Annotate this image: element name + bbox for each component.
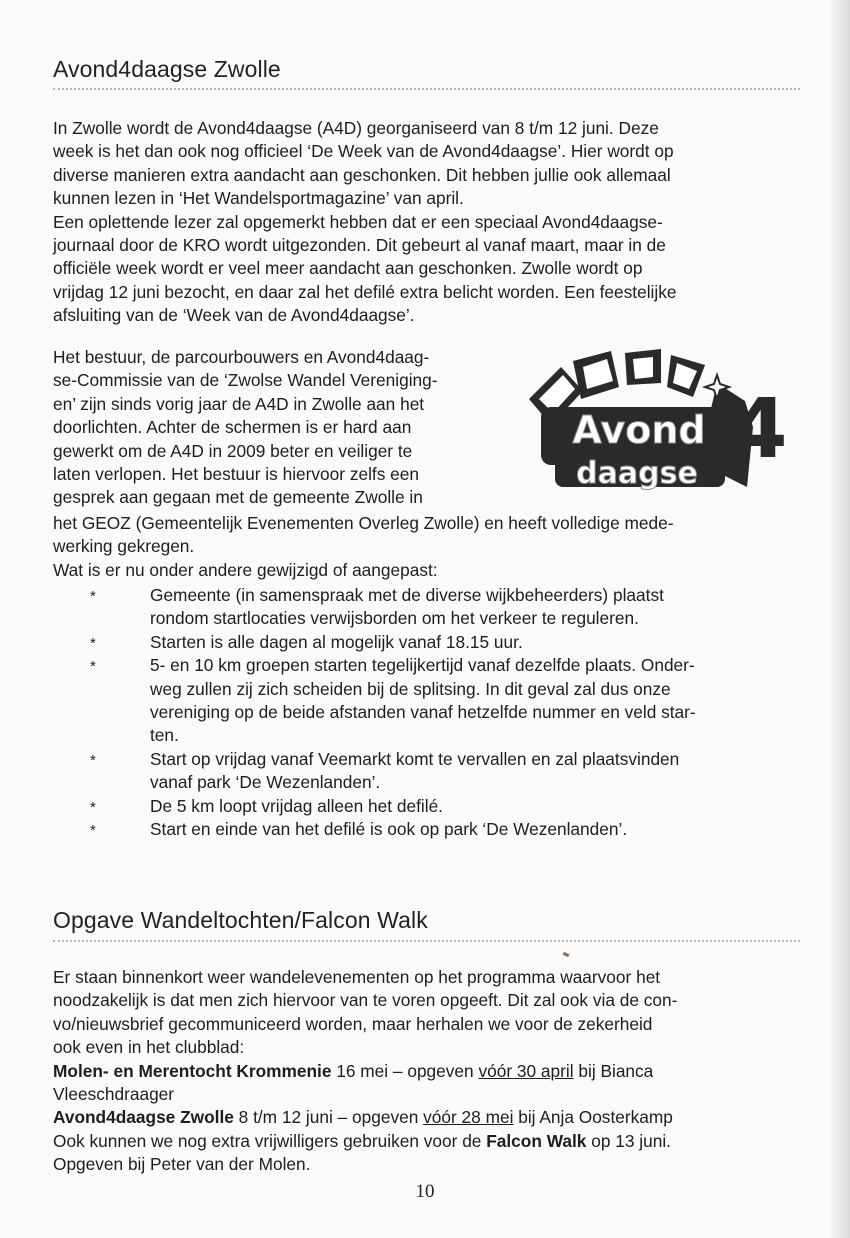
changes-list [53,584,813,841]
volunteer-text: Ook kunnen we nog extra vrijwilligers gebruiken voor de [53,1130,487,1151]
falcon-walk-name: Falcon Walk [486,1130,587,1151]
volunteer-date: op 13 juni. [586,1130,671,1151]
avond4daagse-logo [521,347,788,497]
text-line: week is het dan ook nog officieel ‘De Week van de Avond4daagse’. Hier wordt op [53,141,674,162]
asterisk-bullet-icon: * [90,658,96,676]
event-name: Avond4daagse Zwolle [53,1107,234,1128]
event-line-avond4daagse [53,1106,793,1129]
scan-speck [563,952,570,957]
text-line: De 5 km loopt vrijdag alleen het defilé. [150,795,443,816]
event-date: 8 t/m 12 juni – opgeven [233,1107,424,1128]
text-line: vanaf park ‘De Wezenlanden’. [150,772,381,793]
svg-text:daagse: daagse [576,456,698,491]
svg-text:4: 4 [730,382,788,477]
bestuur-paragraph-continued [53,512,798,582]
event-deadline: vóór 28 mei [423,1107,514,1128]
text-line: gesprek aan gegaan met de gemeente Zwolle in [53,487,423,508]
text-line: werking gekregen. [53,536,195,557]
text-line: vo/nieuwsbrief gecommuniceerd worden, maar herhalen we voor de zekerheid [53,1013,653,1034]
list-item [53,818,813,841]
heading-divider [53,940,800,942]
asterisk-bullet-icon: * [90,798,96,816]
text-line: gewerkt om de A4D in 2009 beter en veiliger te [53,440,413,461]
list-item [53,631,813,654]
text-line: afsluiting van de ‘Week van de Avond4daagse’. [53,305,415,326]
text-line: Het bestuur, de parcourbouwers en Avond4daag- [53,347,430,367]
asterisk-bullet-icon: * [90,822,96,840]
text-line: het GEOZ (Gemeentelijk Evenementen Overleg Zwolle) en heeft volledige mede- [53,513,674,533]
text-line: en’ zijn sinds vorig jaar de A4D in Zwolle aan het [53,393,425,414]
volunteer-line [53,1130,793,1153]
event-name: Molen- en Merentocht Krommenie [53,1060,332,1081]
text-line: journaal door de KRO wordt uitgezonden. Dit gebeurt al vanaf maart, maar in de [53,235,666,256]
text-line: Starten is alle dagen al mogelijk vanaf 18.15 uur. [150,631,523,652]
text-line: ten. [150,725,179,746]
bestuur-paragraph [53,346,515,510]
text-line: weg zullen zij zich scheiden bij de splitsing. In dit geval zal dus onze [150,678,671,699]
text-line: rondom startlocaties verwijsborden om het verkeer te reguleren. [150,608,639,629]
text-line: vereniging op de beide afstanden vanaf hetzelfde nummer en veld star- [150,702,696,723]
opgave-paragraph [53,966,793,1177]
signup-line: Opgeven bij Peter van der Molen. [53,1154,311,1175]
asterisk-bullet-icon: * [90,751,96,769]
list-item [53,654,813,748]
text-line: kunnen lezen in ‘Het Wandelsportmagazine’ van april. [53,188,464,209]
event-deadline: vóór 30 april [478,1060,574,1081]
asterisk-bullet-icon: * [90,588,96,605]
text-line: Gemeente (in samenspraak met de diverse wijkbeheerders) plaatst [150,585,664,605]
text-line: Wat is er nu onder andere gewijzigd of aangepast: [53,559,438,580]
page-binding-shadow [828,0,850,1238]
text-line: Er staan binnenkort weer wandelevenementen op het programma waarvoor het [53,967,661,987]
text-line: se-Commissie van de ‘Zwolse Wandel Vereniging- [53,370,438,391]
text-line: laten verlopen. Het bestuur is hiervoor zelfs een [53,464,419,485]
text-line: diverse manieren extra aandacht aan geschonken. Dit hebben jullie ook allemaal [53,164,671,185]
svg-text:Avond: Avond [572,408,706,452]
intro-paragraph [53,117,798,328]
event-date: 16 mei – opgeven [331,1060,479,1081]
text-line: Start op vrijdag vanaf Veemarkt komt te vervallen en zal plaatsvinden [150,748,680,769]
text-line: doorlichten. Achter de schermen is er hard aan [53,417,412,438]
list-item [53,748,813,795]
event-contact: bij Anja Oosterkamp [513,1107,673,1128]
text-line: vrijdag 12 juni bezocht, en daar zal het defilé extra belicht worden. Een feestelijke [53,281,677,302]
section-heading-opgave: Opgave Wandeltochten/Falcon Walk [53,907,428,933]
event-contact: bij Bianca [573,1060,654,1081]
text-line: Start en einde van het defilé is ook op park ‘De Wezenlanden’. [150,819,628,840]
event-line-molen [53,1060,793,1083]
section-heading-avond4daagse: Avond4daagse Zwolle [53,56,281,82]
heading-divider [53,88,800,90]
asterisk-bullet-icon: * [90,634,96,652]
text-line: officiële week wordt er veel meer aandacht aan geschonken. Zwolle wordt op [53,258,643,279]
text-line: noodzakelijk is dat men zich hiervoor van te voren opgeeft. Dit zal ook via de con- [53,990,678,1011]
text-line: Een oplettende lezer zal opgemerkt hebben dat er een speciaal Avond4daagse- [53,211,663,232]
page-number: 10 [415,1181,435,1202]
text-line: In Zwolle wordt de Avond4daagse (A4D) georganiseerd van 8 t/m 12 juni. Deze [53,118,659,138]
list-item [53,584,813,631]
text-line: ook even in het clubblad: [53,1037,245,1058]
event-contact-continued: Vleeschdraager [53,1084,175,1105]
text-line: 5- en 10 km groepen starten tegelijkertijd vanaf dezelfde plaats. Onder- [150,655,695,676]
list-item [53,795,813,818]
